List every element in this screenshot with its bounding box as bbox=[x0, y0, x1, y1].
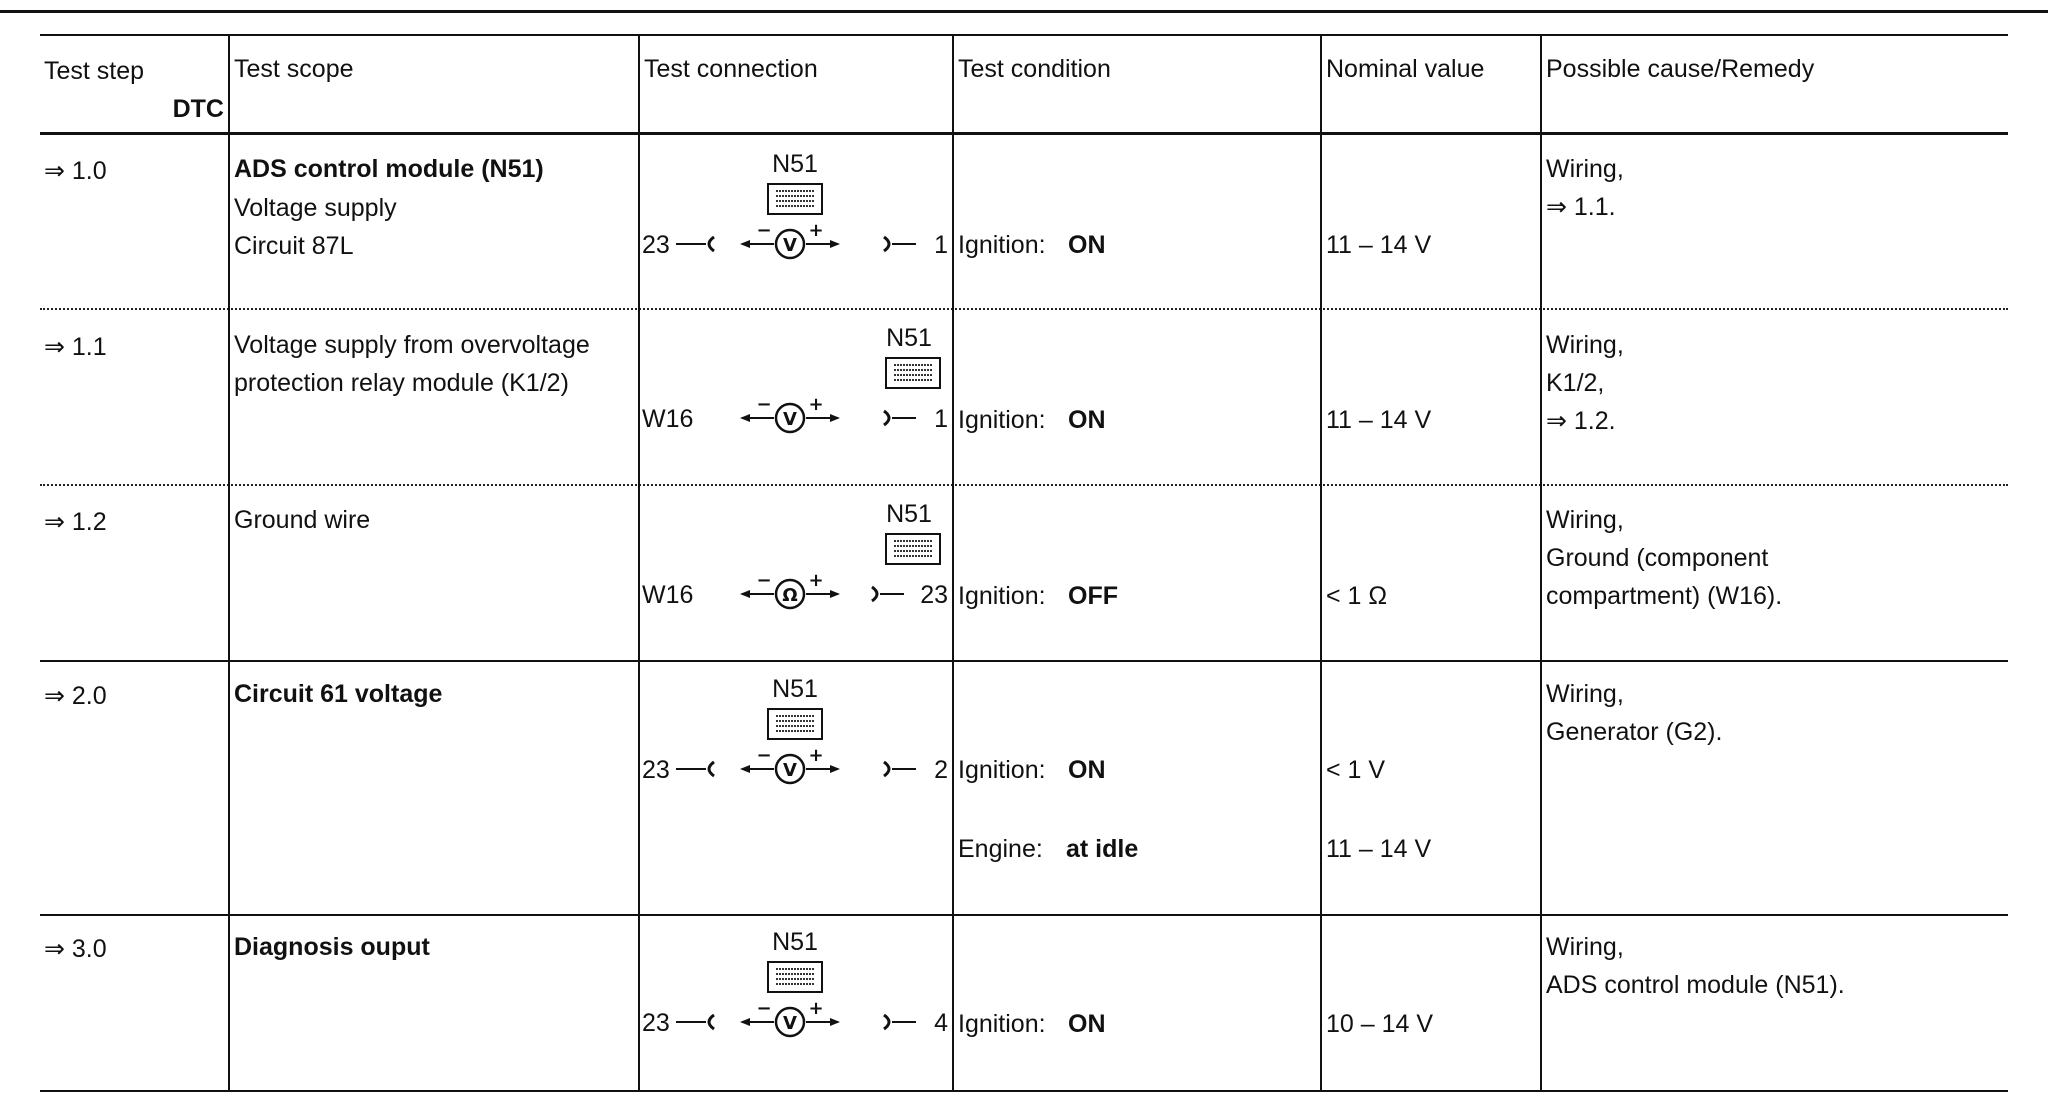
connection-svg bbox=[640, 496, 952, 616]
nominal-value: < 1 V bbox=[1326, 756, 1386, 784]
condition-value: OFF bbox=[1068, 582, 1118, 610]
left-terminal-label: 23 bbox=[642, 231, 670, 259]
meter-pos-arrow-icon bbox=[830, 414, 840, 422]
remedy-line: ⇒ 1.2. bbox=[1546, 407, 1616, 435]
meter-pos-arrow-icon bbox=[830, 765, 840, 773]
col-divider-1 bbox=[228, 34, 230, 1092]
right-terminal-label: 1 bbox=[934, 231, 948, 259]
test-step: ⇒ 1.2 bbox=[44, 508, 107, 536]
meter-unit-symbol: V bbox=[783, 409, 797, 430]
meter-unit-symbol: V bbox=[783, 1013, 797, 1034]
module-label: N51 bbox=[772, 928, 818, 956]
condition-label: Ignition: bbox=[958, 406, 1046, 434]
table-bottom-rule bbox=[40, 1090, 2008, 1092]
header-test-condition: Test condition bbox=[958, 55, 1111, 83]
test-connection-diagram bbox=[640, 924, 952, 1044]
meter-neg-sign: − bbox=[756, 745, 772, 766]
meter-neg-sign: − bbox=[756, 998, 772, 1019]
header-test-scope: Test scope bbox=[234, 55, 354, 83]
right-plug-icon bbox=[884, 762, 889, 776]
left-terminal-label: 23 bbox=[642, 1009, 670, 1037]
remedy-line: ⇒ 1.1. bbox=[1546, 193, 1616, 221]
table-top-rule bbox=[40, 34, 2008, 36]
module-label: N51 bbox=[886, 324, 932, 352]
condition-label: Engine: bbox=[958, 835, 1043, 863]
col-divider-5 bbox=[1540, 34, 1542, 1092]
nominal-value: 11 – 14 V bbox=[1326, 835, 1432, 863]
meter-neg-sign: − bbox=[756, 220, 772, 241]
left-terminal-label: W16 bbox=[642, 581, 694, 609]
connection-svg bbox=[640, 146, 952, 266]
header-bottom-rule bbox=[40, 132, 2008, 135]
module-icon bbox=[768, 962, 822, 992]
test-scope-line: Voltage supply from overvoltage bbox=[234, 331, 590, 359]
nominal-value: 11 – 14 V bbox=[1326, 231, 1432, 259]
left-plug-icon bbox=[709, 1015, 714, 1029]
condition-value: ON bbox=[1068, 1010, 1106, 1038]
nominal-value: 10 – 14 V bbox=[1326, 1010, 1434, 1038]
condition-value: ON bbox=[1068, 231, 1106, 259]
condition-label: Ignition: bbox=[958, 582, 1046, 610]
col-divider-4 bbox=[1320, 34, 1322, 1092]
header-test-step: Test step bbox=[44, 57, 145, 85]
nominal-value: 11 – 14 V bbox=[1326, 406, 1432, 434]
remedy-line: Wiring, bbox=[1546, 506, 1624, 534]
condition-label: Ignition: bbox=[958, 756, 1046, 784]
meter-unit-symbol: V bbox=[783, 235, 797, 256]
right-terminal-label: 1 bbox=[934, 405, 948, 433]
right-plug-icon bbox=[884, 237, 889, 251]
remedy-line: Wiring, bbox=[1546, 155, 1624, 183]
test-step: ⇒ 1.1 bbox=[44, 333, 107, 361]
meter-pos-sign: + bbox=[808, 570, 824, 591]
remedy-line: compartment) (W16). bbox=[1546, 582, 1783, 610]
left-plug-icon bbox=[709, 237, 714, 251]
remedy-line: Generator (G2). bbox=[1546, 718, 1723, 746]
module-label: N51 bbox=[772, 675, 818, 703]
right-plug-icon bbox=[884, 411, 889, 425]
remedy-line: Ground (component bbox=[1546, 544, 1769, 572]
meter-neg-sign: − bbox=[756, 570, 772, 591]
condition-value: ON bbox=[1068, 406, 1106, 434]
test-scope-title: Circuit 61 voltage bbox=[234, 680, 443, 708]
row-separator-2 bbox=[40, 484, 2008, 486]
condition-value: at idle bbox=[1066, 835, 1139, 863]
module-icon bbox=[768, 709, 822, 739]
module-label: N51 bbox=[886, 500, 932, 528]
nominal-value: < 1 Ω bbox=[1326, 582, 1388, 610]
test-scope-line: Voltage supply bbox=[234, 194, 397, 222]
right-plug-icon bbox=[884, 1015, 889, 1029]
meter-neg-arrow-icon bbox=[740, 590, 750, 598]
meter-pos-sign: + bbox=[808, 998, 824, 1019]
right-terminal-label: 2 bbox=[934, 756, 948, 784]
test-connection-diagram bbox=[640, 496, 952, 616]
test-scope-title: Diagnosis ouput bbox=[234, 933, 430, 961]
condition-label: Ignition: bbox=[958, 1010, 1046, 1038]
test-scope-line: Ground wire bbox=[234, 506, 371, 534]
row-separator-4 bbox=[40, 914, 2008, 916]
right-terminal-label: 4 bbox=[934, 1009, 948, 1037]
test-scope-line: Circuit 87L bbox=[234, 232, 354, 260]
col-divider-3 bbox=[952, 34, 954, 1092]
left-terminal-label: W16 bbox=[642, 405, 694, 433]
meter-pos-sign: + bbox=[808, 394, 824, 415]
meter-unit-symbol: V bbox=[783, 760, 797, 781]
remedy-line: ADS control module (N51). bbox=[1546, 971, 1845, 999]
left-plug-icon bbox=[709, 762, 714, 776]
meter-pos-arrow-icon bbox=[830, 1018, 840, 1026]
meter-neg-arrow-icon bbox=[740, 414, 750, 422]
meter-neg-arrow-icon bbox=[740, 240, 750, 248]
page-top-rule bbox=[0, 10, 2048, 13]
module-label: N51 bbox=[772, 150, 818, 178]
condition-value: ON bbox=[1068, 756, 1106, 784]
meter-pos-sign: + bbox=[808, 745, 824, 766]
condition-label: Ignition: bbox=[958, 231, 1046, 259]
header-nominal-value: Nominal value bbox=[1326, 55, 1485, 83]
right-plug-icon bbox=[872, 587, 877, 601]
test-scope-title: ADS control module (N51) bbox=[234, 155, 544, 183]
remedy-line: Wiring, bbox=[1546, 680, 1624, 708]
header-possible-cause: Possible cause/Remedy bbox=[1546, 55, 1815, 83]
test-connection-diagram bbox=[640, 671, 952, 791]
module-icon bbox=[768, 184, 822, 214]
meter-neg-arrow-icon bbox=[740, 1018, 750, 1026]
test-step: ⇒ 3.0 bbox=[44, 935, 107, 963]
right-terminal-label: 23 bbox=[920, 581, 948, 609]
test-step: ⇒ 1.0 bbox=[44, 157, 107, 185]
header-test-connection: Test connection bbox=[644, 55, 818, 83]
test-connection-diagram bbox=[640, 146, 952, 266]
module-icon bbox=[886, 534, 940, 564]
meter-neg-arrow-icon bbox=[740, 765, 750, 773]
left-terminal-label: 23 bbox=[642, 756, 670, 784]
meter-pos-sign: + bbox=[808, 220, 824, 241]
test-step: ⇒ 2.0 bbox=[44, 682, 107, 710]
connection-svg bbox=[640, 671, 952, 791]
connection-svg bbox=[640, 924, 952, 1044]
test-connection-diagram bbox=[640, 320, 952, 440]
row-separator-1 bbox=[40, 308, 2008, 310]
connection-svg bbox=[640, 320, 952, 440]
remedy-line: Wiring, bbox=[1546, 933, 1624, 961]
remedy-line: Wiring, bbox=[1546, 331, 1624, 359]
meter-unit-symbol: Ω bbox=[782, 585, 798, 606]
header-dtc: DTC bbox=[172, 95, 224, 123]
meter-pos-arrow-icon bbox=[830, 590, 840, 598]
meter-neg-sign: − bbox=[756, 394, 772, 415]
test-scope-line: protection relay module (K1/2) bbox=[234, 369, 569, 397]
remedy-line: K1/2, bbox=[1546, 369, 1605, 397]
module-icon bbox=[886, 358, 940, 388]
meter-pos-arrow-icon bbox=[830, 240, 840, 248]
row-separator-3 bbox=[40, 660, 2008, 662]
